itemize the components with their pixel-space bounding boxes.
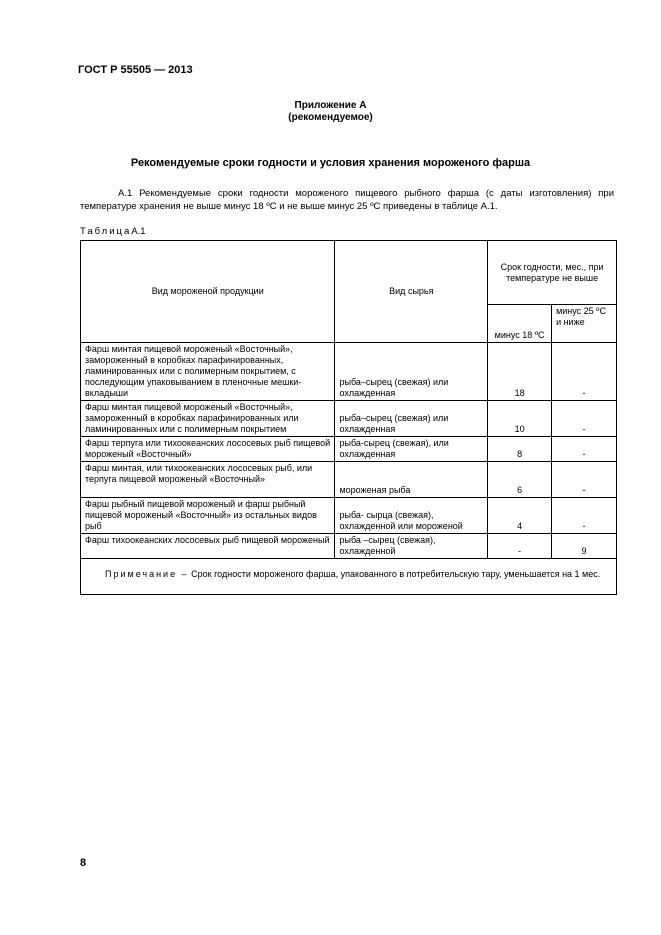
note-label: Примечание – (105, 569, 189, 579)
table-row (81, 534, 617, 559)
shelf-life-table (80, 240, 617, 595)
table-label (80, 226, 146, 237)
cell-raw-material: рыба–сырец (свежая) или охлажденная (335, 343, 488, 401)
cell-product: Фарш минтая пищевой мороженый «Восточный», замороженный в коробках парафинированных, ламинированных или с полимерным покрытием, с последующим упаковыванием в пленочные мешки-вкладыши (81, 343, 335, 401)
cell-product: Фарш терпуга или тихоокеанских лососевых рыб пищевой мороженый «Восточный» (81, 437, 335, 462)
page-number: 8 (80, 857, 87, 869)
header-shelf-life: Срок годности, мес., при температуре не выше (488, 241, 617, 305)
table-note-row (81, 559, 617, 595)
header-minus-25: минус 25 ºС и ниже (552, 305, 617, 343)
table-row (81, 437, 617, 462)
table-row (81, 401, 617, 437)
cell-raw-material: рыба–сырец (свежая) или охлажденная (335, 401, 488, 437)
cell-raw-material: мороженая рыба (335, 462, 488, 498)
cell-product: Фарш минтая, или тихоокеанских лососевых рыб, или терпуга пищевой мороженый «Восточный» (81, 462, 335, 498)
intro-paragraph-text: А.1 Рекомендуемые сроки годности мороженого пищевого рыбного фарша (с даты изготовления) при температуре хранения не выше минус 18 ºС и не выше минус 25 ºС приведены в таблице А.1. (80, 188, 614, 212)
header-minus-18: минус 18 ºС (488, 305, 552, 343)
table-row (81, 462, 617, 498)
cell-minus-25: - (552, 437, 617, 462)
table-note (81, 559, 617, 595)
cell-minus-18: 4 (488, 498, 552, 534)
cell-minus-18: 18 (488, 343, 552, 401)
cell-minus-25: - (552, 498, 617, 534)
cell-minus-18: 10 (488, 401, 552, 437)
cell-minus-18: - (488, 534, 552, 559)
table-row (81, 343, 617, 401)
section-title: Рекомендуемые сроки годности и условия хранения мороженого фарша (130, 157, 531, 169)
cell-raw-material: рыба –сырец (свежая), охлажденной (335, 534, 488, 559)
cell-product: Фарш минтая пищевой мороженый «Восточный», замороженный в коробках парафинированных или ламинированных или с полимерным покрытием (81, 401, 335, 437)
intro-paragraph (80, 187, 614, 213)
cell-minus-18: 6 (488, 462, 552, 498)
cell-product: Фарш рыбный пищевой мороженый и фарш рыбный пищевой мороженый «Восточный» из остальных видов рыб (81, 498, 335, 534)
cell-minus-25: - (552, 401, 617, 437)
note-text: Срок годности мороженого фарша, упакованного в потребительскую тару, уменьшается на 1 мес. (191, 569, 601, 579)
table-label-word: Таблица (80, 226, 132, 237)
cell-minus-18: 8 (488, 437, 552, 462)
appendix-title: Приложение А (294, 100, 367, 111)
table-header-row (81, 241, 617, 305)
cell-raw-material: рыба- сырца (свежая), охлажденной или мороженой (335, 498, 488, 534)
cell-raw-material: рыба-сырец (свежая), или охлажденная (335, 437, 488, 462)
cell-product: Фарш тихоокеанских лососевых рыб пищевой мороженый (81, 534, 335, 559)
table-label-id: А.1 (131, 226, 146, 237)
cell-minus-25: - (552, 462, 617, 498)
cell-minus-25: 9 (552, 534, 617, 559)
cell-minus-25: - (552, 343, 617, 401)
header-product: Вид мороженой продукции (81, 241, 335, 343)
document-standard-code: ГОСТ Р 55505 — 2013 (78, 64, 193, 76)
header-raw-material: Вид сырья (335, 241, 488, 343)
appendix-status: (рекомендуемое) (288, 112, 373, 123)
appendix-heading (0, 100, 661, 124)
table-row (81, 498, 617, 534)
